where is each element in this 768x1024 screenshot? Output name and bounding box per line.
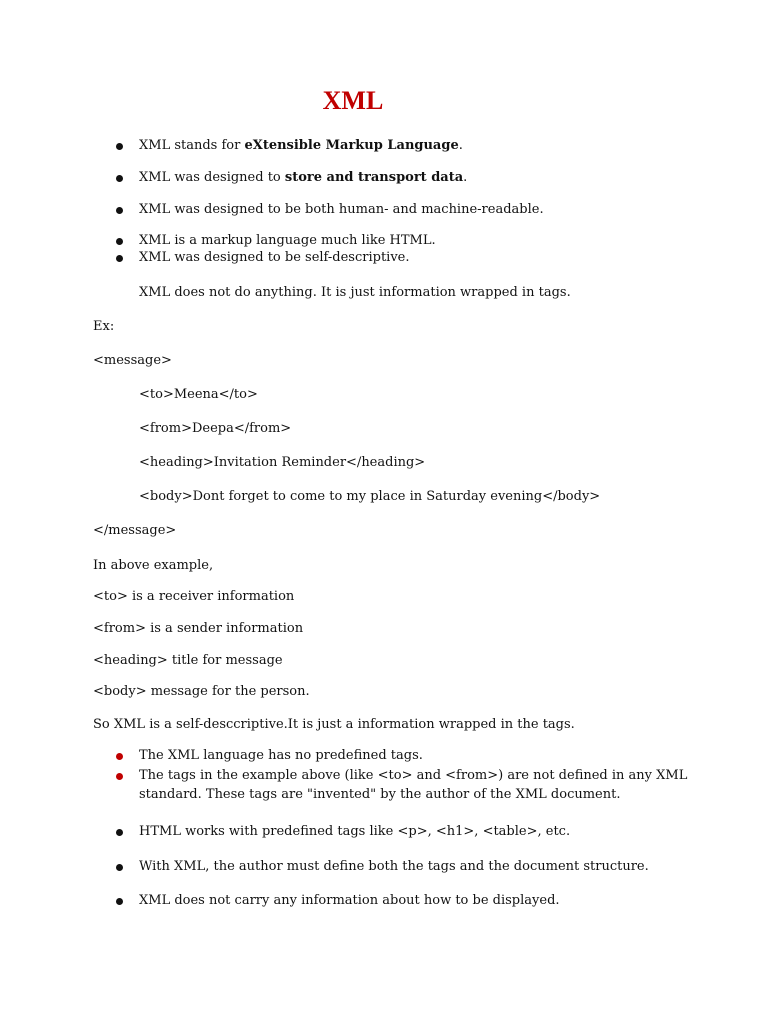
list-item-end: . (463, 170, 468, 185)
list-item: The tags in the example above (like <to> and <from>) are not defined in any XML (139, 768, 688, 783)
explain-summary: So XML is a self-desccriptive.It is just a information wrapped in the tags. (93, 717, 575, 732)
list-item: With XML, the author must define both the tags and the document structure. (139, 859, 649, 874)
bullet-icon (116, 175, 123, 182)
code-line-from: <from>Deepa</from> (139, 421, 292, 436)
explain-body: <body> message for the person. (93, 684, 310, 699)
bullet-icon (116, 255, 123, 262)
list-item (139, 169, 467, 187)
code-line-to: <to>Meena</to> (139, 387, 258, 402)
bullet-icon (116, 864, 123, 871)
page-title: XML (322, 86, 384, 115)
bullet-icon (116, 898, 123, 905)
list-item (139, 249, 410, 267)
code-line-close: </message> (93, 523, 177, 538)
list-item (139, 232, 436, 250)
list-item-bold: store and transport data (284, 170, 464, 185)
explain-to: <to> is a receiver information (93, 589, 295, 604)
code-line-body: <body>Dont forget to come to my place in Saturday evening</body> (139, 489, 601, 504)
bullet-icon (116, 238, 123, 245)
list-item-bold: eXtensible Markup Language (244, 138, 459, 153)
explain-heading: <heading> title for message (93, 653, 283, 668)
list-item (139, 137, 463, 155)
explain-intro: In above example, (93, 558, 214, 573)
bullet-icon (116, 829, 123, 836)
explain-from: <from> is a sender information (93, 621, 304, 636)
bullet-icon (116, 207, 123, 214)
list-item-text: XML was designed to be self-descriptive. (139, 250, 410, 265)
red-bullet-icon (116, 773, 123, 780)
code-line-open: <message> (93, 353, 172, 368)
list-item: XML does not carry any information about how to be displayed. (139, 893, 560, 908)
bullet-icon (116, 143, 123, 150)
list-item: The XML language has no predefined tags. (139, 748, 423, 763)
list-item-text: XML was designed to (139, 170, 285, 185)
list-item-text: XML stands for (139, 138, 245, 153)
list-item (139, 201, 544, 219)
list-item-text: XML is a markup language much like HTML. (139, 233, 436, 248)
list-item-text: XML was designed to be both human- and machine-readable. (139, 202, 544, 217)
list-item-end: . (458, 138, 463, 153)
red-bullet-icon (116, 753, 123, 760)
list-item: HTML works with predefined tags like <p>, <h1>, <table>, etc. (139, 824, 571, 839)
list-item-continuation: standard. These tags are "invented" by the author of the XML document. (139, 787, 621, 802)
example-label: Ex: (93, 319, 115, 334)
code-line-heading: <heading>Invitation Reminder</heading> (139, 455, 426, 470)
note-paragraph: XML does not do anything. It is just information wrapped in tags. (139, 285, 571, 300)
